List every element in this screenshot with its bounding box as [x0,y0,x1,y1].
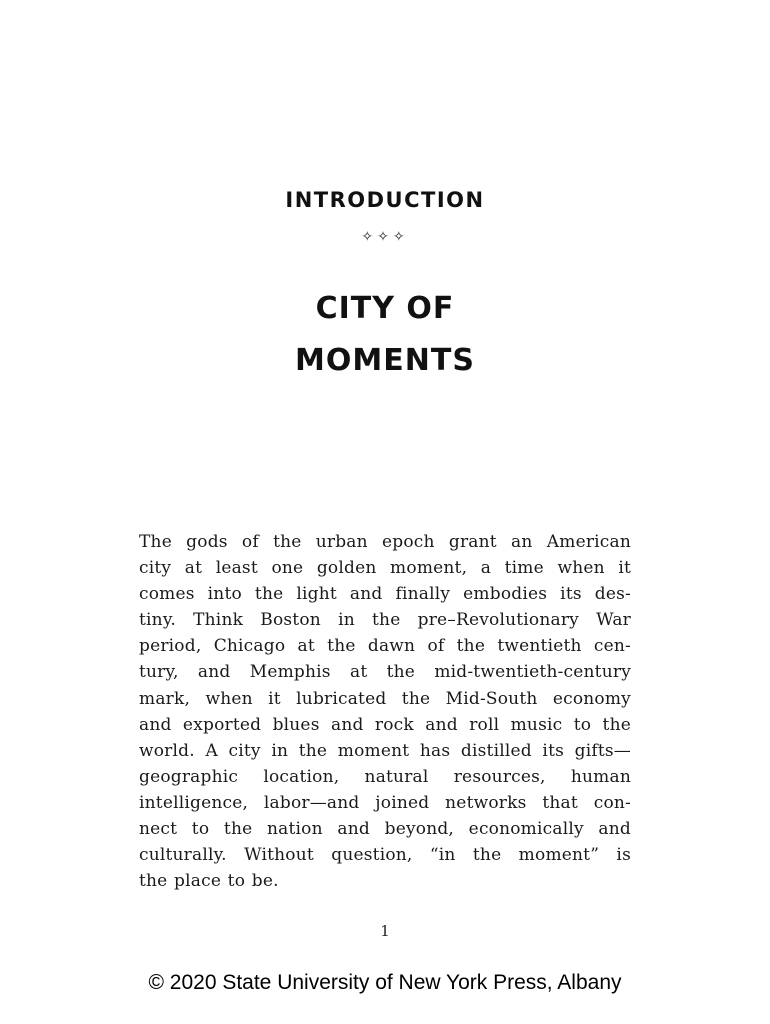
body-line: culturally. Without question, “in the moment” is [139,845,631,866]
chapter-label: INTRODUCTION [285,188,485,212]
body-line: intelligence, labor—and joined networks that con- [139,792,631,813]
body-line: mark, when it lubricated the Mid-South economy [139,688,631,709]
body-line: tury, and Memphis at the mid-twentieth-century [139,662,631,683]
page-number: 1 [380,922,390,940]
chapter-title-line-1: CITY OF [315,291,455,326]
ornament-divider-icon: ✧✧✧ [361,229,409,245]
body-line: nect to the nation and beyond, economically and [139,819,631,840]
chapter-title [0,283,770,387]
body-line: and exported blues and rock and roll music to the [139,714,631,735]
body-line: world. A city in the moment has distilled its gifts— [139,740,631,761]
body-line: tiny. Think Boston in the pre–Revolutionary War [139,610,631,631]
body-line: the place to be. [139,871,279,892]
body-line: comes into the light and finally embodies its des- [139,584,631,605]
body-line: period, Chicago at the dawn of the twentieth cen- [139,636,631,657]
body-paragraph [139,529,631,894]
body-line: geographic location, natural resources, human [139,766,631,787]
body-line: The gods of the urban epoch grant an American [139,532,631,552]
chapter-title-line-2: MOMENTS [295,343,475,378]
body-line: city at least one golden moment, a time when it [139,558,631,579]
copyright-notice: © 2020 State University of New York Press, Albany [148,971,622,994]
